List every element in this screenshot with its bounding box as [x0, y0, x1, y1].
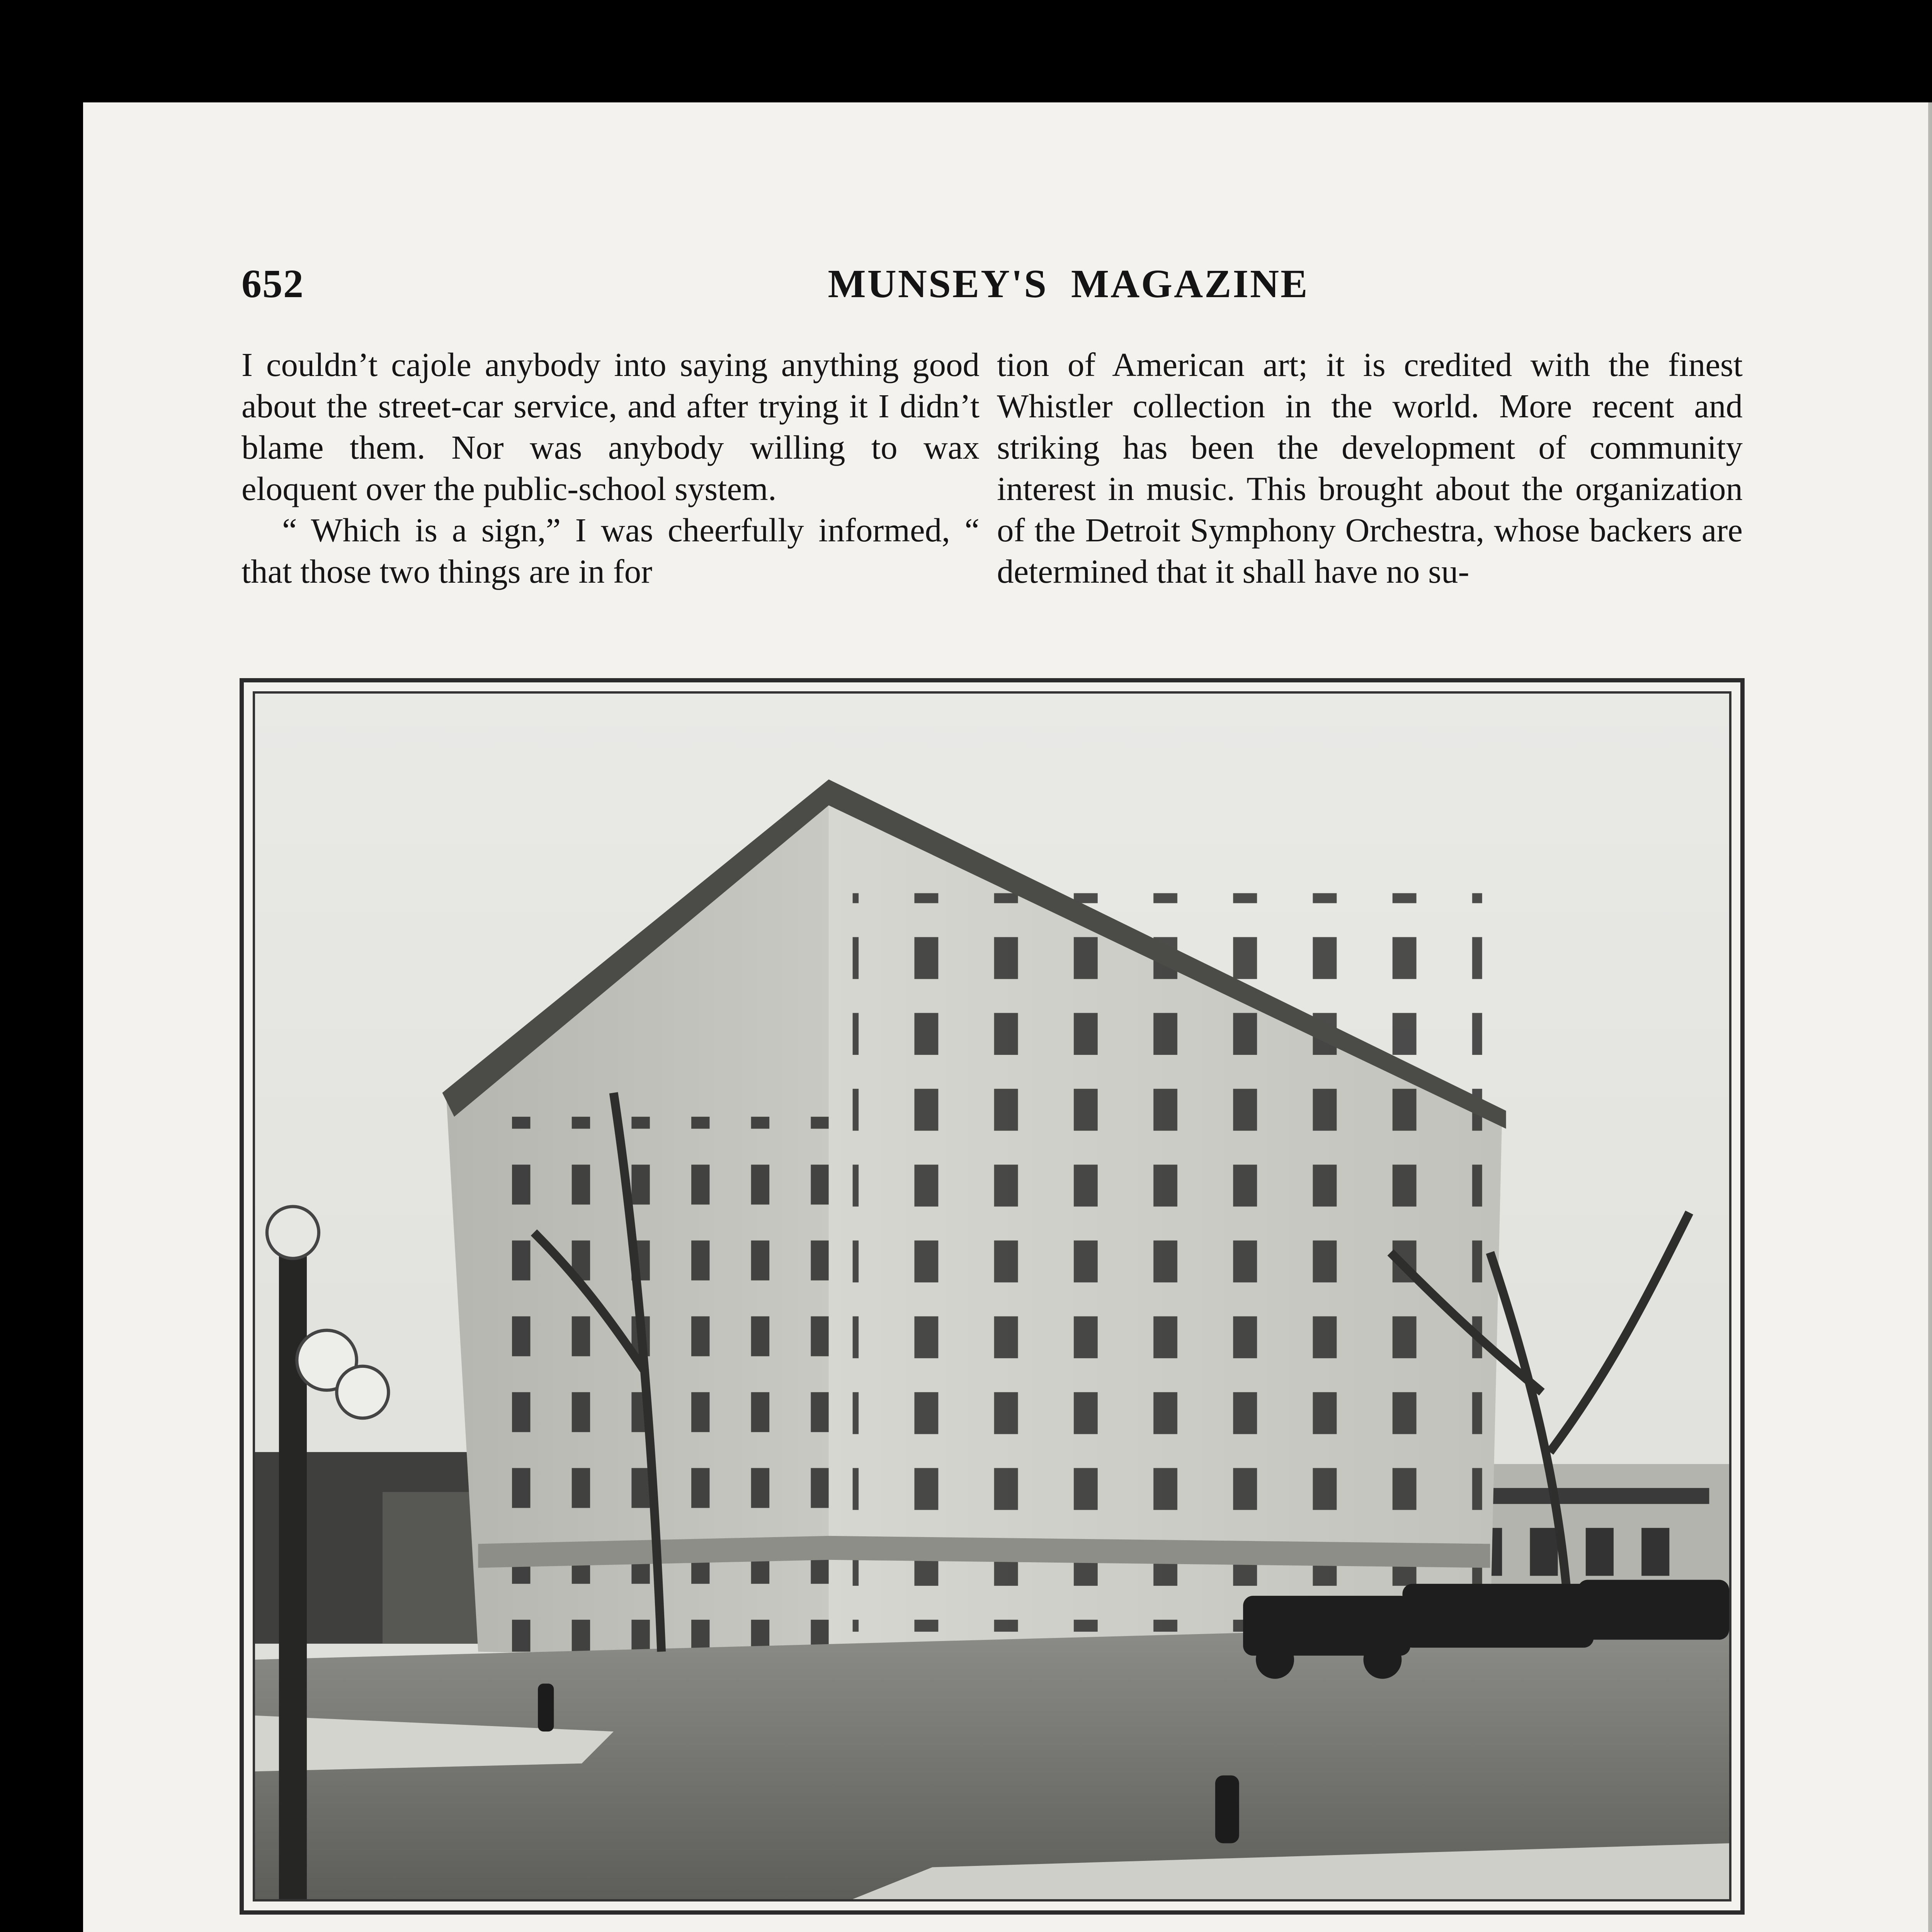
text-column-top-left — [242, 344, 980, 592]
page-edge-shadow — [1928, 102, 1932, 1932]
building-photograph — [253, 691, 1731, 1901]
magazine-page — [83, 102, 1928, 1932]
paragraph: tion of American art; it is credited with the finest Whistler collection in the world. More recent and striking has been the development of community interest in music. This brought about the organization of the Detroit Symphony Orchestra, whose backers are determined that it shall have no su- — [997, 346, 1743, 590]
page-number: 652 — [242, 262, 304, 306]
text-column-top-right — [997, 344, 1743, 592]
photo-plate — [240, 678, 1745, 1915]
running-head-title: MUNSEY'S MAGAZINE — [828, 262, 1309, 306]
photo-illustration — [255, 694, 1729, 1899]
paragraph: I couldn’t cajole anybody into saying anything good about the street-car service, and after trying it I didn’t blame them. Nor was anybody willing to wax eloquent over the public-school system. — [242, 346, 980, 507]
paragraph: “ Which is a sign,” I was cheerfully informed, “ that those two things are in for — [242, 511, 980, 590]
